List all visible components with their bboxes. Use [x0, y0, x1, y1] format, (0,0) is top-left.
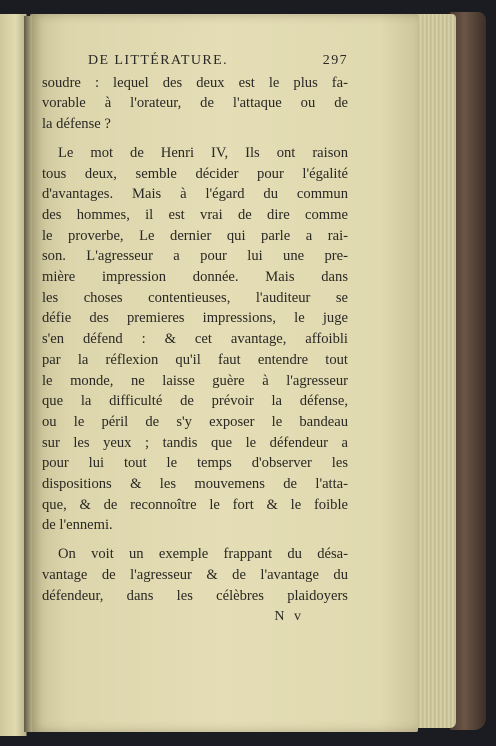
text-line: le proverbe, Le dernier qui parle a rai- — [42, 227, 348, 244]
text-line: d'avantages. Mais à l'égard du commun — [42, 186, 348, 203]
text-line: défendeur, dans les célèbres plaidoyers — [42, 587, 348, 604]
text-line: défie des premieres impressions, le juge — [42, 310, 348, 327]
page-fore-edge — [412, 14, 456, 728]
running-head-title: DE LITTÉRATURE. — [88, 53, 228, 68]
page-number: 297 — [322, 53, 348, 68]
text-line: de l'ennemi. — [42, 517, 113, 534]
signature-mark: N v — [274, 609, 304, 625]
text-line: Le mot de Henri IV, Ils ont raison — [58, 144, 348, 161]
running-head — [42, 51, 348, 72]
text-line: la défense ? — [42, 116, 111, 133]
text-line: pour lui tout le temps d'observer les — [42, 455, 348, 472]
text-line: que la difficulté de prévoir la défense, — [42, 393, 348, 410]
paragraph — [42, 143, 348, 536]
text-line: sur les yeux ; tandis que le défendeur a — [42, 434, 348, 451]
text-line: ou le péril de s'y exposer le bandeau — [42, 413, 348, 430]
book-gutter — [24, 16, 32, 732]
paragraph — [42, 73, 348, 135]
text-line: des hommes, il est vrai de dire comme — [42, 206, 348, 223]
text-line: par la réflexion qu'il faut entendre tout — [42, 351, 348, 368]
text-line: que, & de reconnoître le fort & le foible — [42, 496, 348, 513]
text-line: tous deux, semble décider pour l'égalité — [42, 165, 348, 182]
paragraph — [42, 544, 348, 606]
text-line: vantage de l'agresseur & de l'avantage du — [42, 566, 348, 583]
text-line: les choses contentieuses, l'auditeur se — [42, 289, 348, 306]
text-line: dispositions & les mouvemens de l'atta- — [42, 476, 348, 493]
text-line: le monde, ne laisse guère à l'agresseur — [42, 372, 348, 389]
text-line: s'en défend : & cet avantage, affoibli — [42, 331, 348, 348]
page-text-block — [42, 51, 348, 628]
text-line: On voit un exemple frappant du désa- — [58, 546, 348, 563]
text-line: mière impression donnée. Mais dans — [42, 269, 348, 286]
left-page-edge — [0, 14, 27, 736]
text-line: soudre : lequel des deux est le plus fa- — [42, 74, 348, 91]
text-line: vorable à l'orateur, de l'attaque ou de — [42, 95, 348, 112]
text-line: son. L'agresseur a pour lui une pre- — [42, 248, 348, 265]
